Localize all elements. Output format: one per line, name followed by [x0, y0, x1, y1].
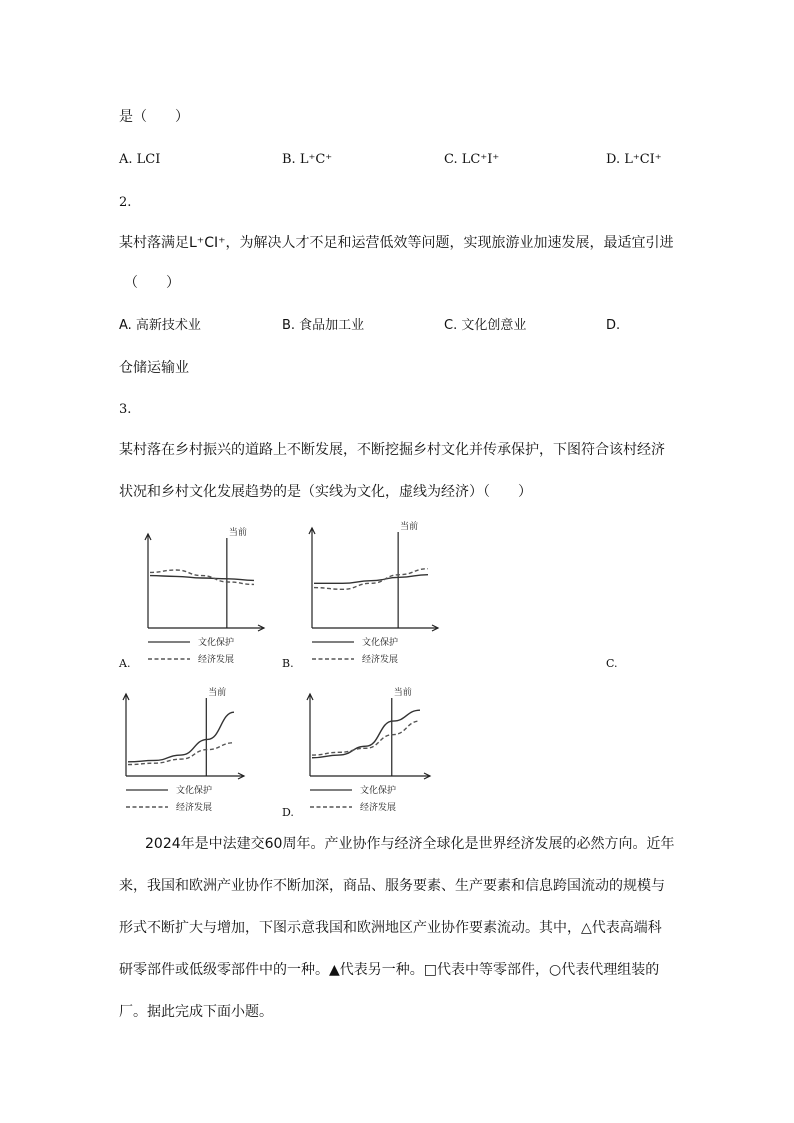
q2-option-b[interactable]: B. 食品加工业 — [282, 318, 365, 333]
culture-series-line — [150, 576, 254, 581]
legend-solid-label: 文化保护 — [198, 638, 235, 648]
legend-solid-label: 文化保护 — [176, 786, 213, 796]
q3-option-d-label[interactable]: D. — [282, 806, 294, 819]
legend-dashed-label: 经济发展 — [360, 803, 397, 813]
q3-option-b-label[interactable]: B. — [282, 657, 294, 670]
now-label: 当前 — [208, 688, 227, 698]
q2-option-a[interactable]: A. 高新技术业 — [119, 318, 201, 333]
legend-solid-label: 文化保护 — [362, 638, 399, 648]
q2-number: 2. — [119, 195, 132, 210]
q1-stem-tail: 是（ ） — [119, 109, 189, 125]
q1-option-d[interactable]: D. L⁺CI⁺ — [606, 152, 662, 167]
culture-series-line — [128, 712, 234, 762]
chart-d — [300, 684, 434, 820]
chart-a — [138, 524, 268, 672]
now-label: 当前 — [400, 522, 419, 532]
culture-series-line — [312, 710, 420, 758]
passage-line4: 研零部件或低级零部件中的一种。▲代表另一种。□代表中等零部件，○代表代理组装的 — [119, 962, 660, 978]
legend-dashed-label: 经济发展 — [362, 655, 399, 665]
legend-solid-label: 文化保护 — [360, 786, 397, 796]
q2-option-c[interactable]: C. 文化创意业 — [444, 318, 527, 333]
legend-dashed-label: 经济发展 — [198, 655, 235, 665]
q1-option-a[interactable]: A. LCI — [119, 152, 161, 167]
q1-option-b[interactable]: B. L⁺C⁺ — [282, 152, 333, 167]
q3-option-c-label[interactable]: C. — [606, 657, 618, 670]
q2-option-d-text: 仓储运输业 — [119, 360, 189, 376]
q3-stem-line2: 状况和乡村文化发展趋势的是（实线为文化，虚线为经济）（ ） — [119, 484, 532, 500]
culture-series-line — [314, 575, 428, 584]
passage-line5: 厂。据此完成下面小题。 — [119, 1004, 273, 1020]
now-label: 当前 — [228, 528, 247, 538]
legend-dashed-label: 经济发展 — [176, 803, 213, 813]
q1-option-c[interactable]: C. LC⁺I⁺ — [444, 152, 500, 167]
q3-option-a-label[interactable]: A. — [119, 657, 131, 670]
q2-option-d[interactable]: D. — [606, 318, 621, 333]
chart-b — [302, 518, 442, 672]
economy-series-line — [314, 569, 428, 590]
passage-line1: 2024年是中法建交60周年。产业协作与经济全球化是世界经济发展的必然方向。近年 — [145, 836, 675, 852]
economy-series-line — [312, 721, 420, 755]
passage-line2: 来，我国和欧洲产业协作不断加深，商品、服务要素、生产要素和信息跨国流动的规模与 — [119, 878, 665, 894]
q3-stem-line1: 某村落在乡村振兴的道路上不断发展，不断挖掘乡村文化并传承保护，下图符合该村经济 — [119, 442, 665, 458]
chart-c — [116, 684, 248, 820]
q2-stem-line1: 某村落满足L⁺CI⁺，为解决人才不足和运营低效等问题，实现旅游业加速发展，最适宜引进 — [119, 235, 674, 251]
economy-series-line — [150, 570, 254, 584]
q3-number: 3. — [119, 402, 132, 417]
q2-stem-line2: （ ） — [124, 275, 180, 291]
passage-line3: 形式不断扩大与增加，下图示意我国和欧洲地区产业协作要素流动。其中，△代表高端科 — [119, 920, 662, 936]
now-label: 当前 — [393, 688, 412, 698]
